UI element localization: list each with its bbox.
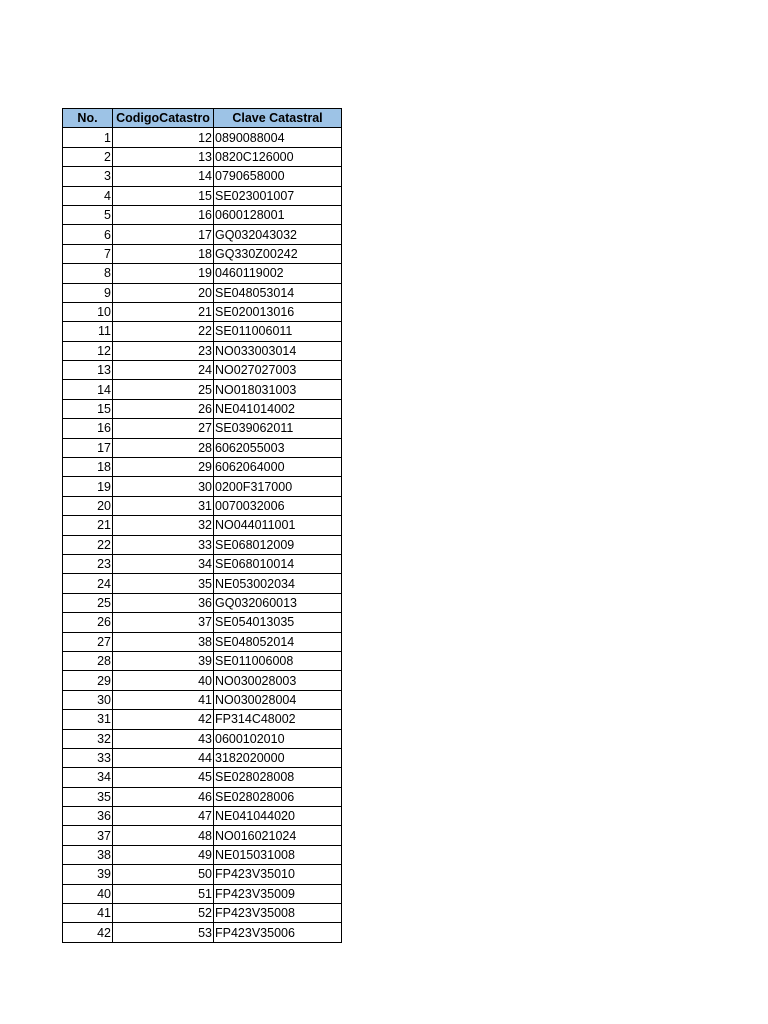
cell-codigo-catastro[interactable]: 12: [113, 128, 214, 147]
cell-clave-catastral[interactable]: NO018031003: [214, 380, 342, 399]
cell-codigo-catastro[interactable]: 37: [113, 613, 214, 632]
table-row: [63, 399, 342, 418]
cell-clave-catastral[interactable]: 0890088004: [214, 128, 342, 147]
header-clave-catastral[interactable]: Clave Catastral: [214, 109, 342, 128]
cell-no[interactable]: 37: [63, 826, 113, 845]
cell-codigo-catastro[interactable]: 51: [113, 884, 214, 903]
cell-codigo-catastro[interactable]: 33: [113, 535, 214, 554]
cell-no[interactable]: 42: [63, 923, 113, 942]
cell-clave-catastral[interactable]: NO044011001: [214, 516, 342, 535]
cell-codigo-catastro[interactable]: 17: [113, 225, 214, 244]
table-row: [63, 845, 342, 864]
cell-codigo-catastro[interactable]: 47: [113, 807, 214, 826]
table-row: [63, 458, 342, 477]
table-row: [63, 419, 342, 438]
cell-clave-catastral[interactable]: 0460119002: [214, 264, 342, 283]
cell-clave-catastral[interactable]: 3182020000: [214, 748, 342, 767]
table-row: [63, 147, 342, 166]
table-row: [63, 361, 342, 380]
cell-codigo-catastro[interactable]: 27: [113, 419, 214, 438]
table-row: [63, 593, 342, 612]
cell-codigo-catastro[interactable]: 22: [113, 322, 214, 341]
table-row: [63, 205, 342, 224]
cell-codigo-catastro[interactable]: 53: [113, 923, 214, 942]
cell-clave-catastral[interactable]: NO016021024: [214, 826, 342, 845]
cell-clave-catastral[interactable]: NE041044020: [214, 807, 342, 826]
cell-no[interactable]: 27: [63, 632, 113, 651]
cell-clave-catastral[interactable]: NE041014002: [214, 399, 342, 418]
cell-codigo-catastro[interactable]: 31: [113, 496, 214, 515]
cell-clave-catastral[interactable]: NO030028004: [214, 690, 342, 709]
cell-no[interactable]: 28: [63, 651, 113, 670]
table-row: [63, 768, 342, 787]
cell-codigo-catastro[interactable]: 19: [113, 264, 214, 283]
cell-clave-catastral[interactable]: SE023001007: [214, 186, 342, 205]
cell-clave-catastral[interactable]: SE048053014: [214, 283, 342, 302]
cell-codigo-catastro[interactable]: 20: [113, 283, 214, 302]
cell-codigo-catastro[interactable]: 25: [113, 380, 214, 399]
cell-no[interactable]: 32: [63, 729, 113, 748]
cell-no[interactable]: 22: [63, 535, 113, 554]
table-row: [63, 264, 342, 283]
cell-no[interactable]: 4: [63, 186, 113, 205]
cell-clave-catastral[interactable]: 0600128001: [214, 205, 342, 224]
cell-no[interactable]: 26: [63, 613, 113, 632]
table-row: [63, 904, 342, 923]
cell-no[interactable]: 8: [63, 264, 113, 283]
table-row: [63, 865, 342, 884]
catastro-table: [62, 108, 342, 943]
table-row: [63, 729, 342, 748]
table-row: [63, 535, 342, 554]
cell-clave-catastral[interactable]: SE011006011: [214, 322, 342, 341]
cell-no[interactable]: 1: [63, 128, 113, 147]
table-row: [63, 477, 342, 496]
cell-codigo-catastro[interactable]: 43: [113, 729, 214, 748]
table-row: [63, 167, 342, 186]
cell-no[interactable]: 41: [63, 904, 113, 923]
cell-clave-catastral[interactable]: 6062055003: [214, 438, 342, 457]
table-row: [63, 380, 342, 399]
cell-no[interactable]: 35: [63, 787, 113, 806]
cell-clave-catastral[interactable]: NE015031008: [214, 845, 342, 864]
cell-codigo-catastro[interactable]: 34: [113, 554, 214, 573]
cell-codigo-catastro[interactable]: 40: [113, 671, 214, 690]
cell-clave-catastral[interactable]: FP423V35010: [214, 865, 342, 884]
cell-no[interactable]: 24: [63, 574, 113, 593]
spreadsheet-area: [62, 108, 342, 943]
cell-codigo-catastro[interactable]: 29: [113, 458, 214, 477]
cell-no[interactable]: 39: [63, 865, 113, 884]
cell-codigo-catastro[interactable]: 23: [113, 341, 214, 360]
cell-clave-catastral[interactable]: 0820C126000: [214, 147, 342, 166]
cell-codigo-catastro[interactable]: 50: [113, 865, 214, 884]
table-row: [63, 128, 342, 147]
cell-no[interactable]: 12: [63, 341, 113, 360]
cell-codigo-catastro[interactable]: 30: [113, 477, 214, 496]
cell-no[interactable]: 10: [63, 302, 113, 321]
cell-no[interactable]: 23: [63, 554, 113, 573]
cell-no[interactable]: 34: [63, 768, 113, 787]
cell-clave-catastral[interactable]: 0200F317000: [214, 477, 342, 496]
cell-no[interactable]: 40: [63, 884, 113, 903]
cell-codigo-catastro[interactable]: 13: [113, 147, 214, 166]
header-row: [63, 109, 342, 128]
cell-codigo-catastro[interactable]: 45: [113, 768, 214, 787]
table-row: [63, 186, 342, 205]
table-row: [63, 283, 342, 302]
cell-clave-catastral[interactable]: FP423V35009: [214, 884, 342, 903]
cell-codigo-catastro[interactable]: 18: [113, 244, 214, 263]
cell-clave-catastral[interactable]: SE011006008: [214, 651, 342, 670]
cell-clave-catastral[interactable]: NO033003014: [214, 341, 342, 360]
table-body: [63, 128, 342, 942]
cell-no[interactable]: 9: [63, 283, 113, 302]
table-row: [63, 884, 342, 903]
cell-clave-catastral[interactable]: NO027027003: [214, 361, 342, 380]
cell-clave-catastral[interactable]: FP314C48002: [214, 710, 342, 729]
cell-no[interactable]: 2: [63, 147, 113, 166]
cell-no[interactable]: 31: [63, 710, 113, 729]
table-row: [63, 496, 342, 515]
cell-codigo-catastro[interactable]: 14: [113, 167, 214, 186]
cell-no[interactable]: 6: [63, 225, 113, 244]
cell-clave-catastral[interactable]: SE028028008: [214, 768, 342, 787]
cell-no[interactable]: 5: [63, 205, 113, 224]
header-codigo-catastro[interactable]: CodigoCatastro: [113, 109, 214, 128]
table-row: [63, 632, 342, 651]
cell-clave-catastral[interactable]: NO030028003: [214, 671, 342, 690]
cell-codigo-catastro[interactable]: 24: [113, 361, 214, 380]
cell-codigo-catastro[interactable]: 44: [113, 748, 214, 767]
cell-no[interactable]: 18: [63, 458, 113, 477]
table-row: [63, 302, 342, 321]
cell-clave-catastral[interactable]: FP423V35008: [214, 904, 342, 923]
cell-codigo-catastro[interactable]: 48: [113, 826, 214, 845]
cell-no[interactable]: 17: [63, 438, 113, 457]
cell-codigo-catastro[interactable]: 21: [113, 302, 214, 321]
cell-no[interactable]: 3: [63, 167, 113, 186]
cell-no[interactable]: 7: [63, 244, 113, 263]
cell-codigo-catastro[interactable]: 39: [113, 651, 214, 670]
cell-no[interactable]: 11: [63, 322, 113, 341]
table-row: [63, 748, 342, 767]
cell-clave-catastral[interactable]: 0600102010: [214, 729, 342, 748]
cell-codigo-catastro[interactable]: 46: [113, 787, 214, 806]
cell-no[interactable]: 30: [63, 690, 113, 709]
cell-codigo-catastro[interactable]: 16: [113, 205, 214, 224]
cell-no[interactable]: 15: [63, 399, 113, 418]
cell-clave-catastral[interactable]: SE028028006: [214, 787, 342, 806]
cell-codigo-catastro[interactable]: 52: [113, 904, 214, 923]
cell-no[interactable]: 13: [63, 361, 113, 380]
table-row: [63, 671, 342, 690]
cell-clave-catastral[interactable]: 0070032006: [214, 496, 342, 515]
cell-clave-catastral[interactable]: SE068012009: [214, 535, 342, 554]
cell-clave-catastral[interactable]: GQ032043032: [214, 225, 342, 244]
table-row: [63, 244, 342, 263]
cell-no[interactable]: 36: [63, 807, 113, 826]
cell-no[interactable]: 38: [63, 845, 113, 864]
table-row: [63, 613, 342, 632]
cell-clave-catastral[interactable]: SE068010014: [214, 554, 342, 573]
cell-codigo-catastro[interactable]: 41: [113, 690, 214, 709]
table-row: [63, 438, 342, 457]
cell-clave-catastral[interactable]: SE020013016: [214, 302, 342, 321]
table-row: [63, 322, 342, 341]
cell-codigo-catastro[interactable]: 49: [113, 845, 214, 864]
cell-codigo-catastro[interactable]: 42: [113, 710, 214, 729]
cell-no[interactable]: 16: [63, 419, 113, 438]
cell-no[interactable]: 14: [63, 380, 113, 399]
table-row: [63, 807, 342, 826]
header-no[interactable]: No.: [63, 109, 113, 128]
table-row: [63, 826, 342, 845]
cell-no[interactable]: 20: [63, 496, 113, 515]
cell-no[interactable]: 33: [63, 748, 113, 767]
table-row: [63, 651, 342, 670]
table-row: [63, 341, 342, 360]
cell-clave-catastral[interactable]: GQ330Z00242: [214, 244, 342, 263]
cell-clave-catastral[interactable]: SE048052014: [214, 632, 342, 651]
cell-clave-catastral[interactable]: GQ032060013: [214, 593, 342, 612]
table-row: [63, 225, 342, 244]
table-row: [63, 574, 342, 593]
cell-codigo-catastro[interactable]: 15: [113, 186, 214, 205]
cell-clave-catastral[interactable]: FP423V35006: [214, 923, 342, 942]
cell-no[interactable]: 19: [63, 477, 113, 496]
cell-clave-catastral[interactable]: SE039062011: [214, 419, 342, 438]
table-row: [63, 923, 342, 942]
table-row: [63, 710, 342, 729]
table-row: [63, 516, 342, 535]
cell-no[interactable]: 21: [63, 516, 113, 535]
cell-clave-catastral[interactable]: NE053002034: [214, 574, 342, 593]
table-row: [63, 690, 342, 709]
cell-codigo-catastro[interactable]: 28: [113, 438, 214, 457]
cell-codigo-catastro[interactable]: 36: [113, 593, 214, 612]
cell-clave-catastral[interactable]: 6062064000: [214, 458, 342, 477]
table-row: [63, 554, 342, 573]
cell-clave-catastral[interactable]: 0790658000: [214, 167, 342, 186]
cell-codigo-catastro[interactable]: 35: [113, 574, 214, 593]
cell-clave-catastral[interactable]: SE054013035: [214, 613, 342, 632]
cell-codigo-catastro[interactable]: 32: [113, 516, 214, 535]
cell-codigo-catastro[interactable]: 38: [113, 632, 214, 651]
cell-no[interactable]: 29: [63, 671, 113, 690]
cell-no[interactable]: 25: [63, 593, 113, 612]
cell-codigo-catastro[interactable]: 26: [113, 399, 214, 418]
table-row: [63, 787, 342, 806]
